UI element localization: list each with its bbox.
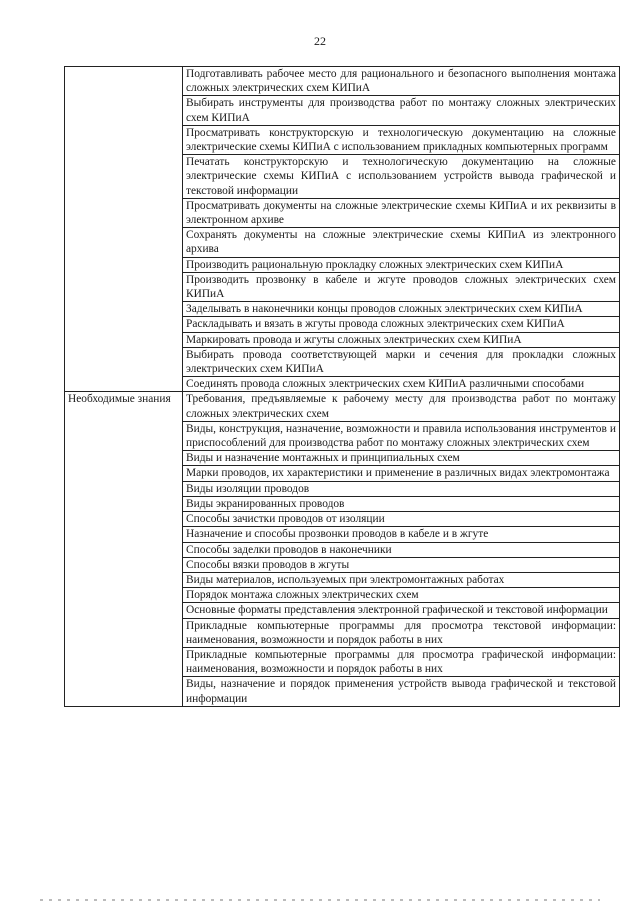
skill-item: Раскладывать и вязать в жгуты провода сложных электрических схем КИПиА xyxy=(183,317,620,332)
page-number: 22 xyxy=(314,34,326,48)
table-body xyxy=(65,67,620,707)
skill-item: Сохранять документы на сложные электрические схемы КИПиА из электронного архива xyxy=(183,228,620,257)
knowledge-item: Способы зачистки проводов от изоляции xyxy=(183,512,620,527)
skill-item: Выбирать провода соответствующей марки и сечения для прокладки сложных электрических схем КИПиА xyxy=(183,347,620,376)
skill-item: Маркировать провода и жгуты сложных электрических схем КИПиА xyxy=(183,332,620,347)
table-row xyxy=(65,67,620,96)
skill-item: Печатать конструкторскую и технологическую документацию на сложные электрические схемы КИПиА с использованием устройств вывода графической и текстовой информации xyxy=(183,155,620,199)
knowledge-section-label: Необходимые знания xyxy=(65,392,183,706)
knowledge-item: Виды изоляции проводов xyxy=(183,481,620,496)
table-row xyxy=(65,392,620,421)
knowledge-item: Прикладные компьютерные программы для просмотра текстовой информации: наименования, возможности и порядок работы в них xyxy=(183,618,620,647)
knowledge-item: Способы заделки проводов в наконечники xyxy=(183,542,620,557)
knowledge-item: Основные форматы представления электронной графической и текстовой информации xyxy=(183,603,620,618)
knowledge-item: Марки проводов, их характеристики и применение в различных видах электромонтажа xyxy=(183,466,620,481)
competency-table xyxy=(64,66,620,707)
knowledge-item: Прикладные компьютерные программы для просмотра графической информации: наименования, возможности и порядок работы в них xyxy=(183,647,620,676)
skill-item: Производить прозвонку в кабеле и жгуте проводов сложных электрических схем КИПиА xyxy=(183,272,620,301)
knowledge-item: Виды, конструкция, назначение, возможности и правила использования инструментов и приспособлений для производства работ по монтажу сложных электрических схем xyxy=(183,421,620,450)
knowledge-item: Виды экранированных проводов xyxy=(183,496,620,511)
knowledge-item: Порядок монтажа сложных электрических схем xyxy=(183,588,620,603)
knowledge-item: Способы вязки проводов в жгуты xyxy=(183,557,620,572)
skill-item: Просматривать документы на сложные электрические схемы КИПиА и их реквизиты в электронном архиве xyxy=(183,198,620,227)
scan-artifact-line xyxy=(40,899,600,901)
knowledge-item: Требования, предъявляемые к рабочему месту для производства работ по монтажу сложных электрических схем xyxy=(183,392,620,421)
knowledge-item: Виды материалов, используемых при электромонтажных работах xyxy=(183,572,620,587)
skill-item: Соединять провода сложных электрических схем КИПиА различными способами xyxy=(183,377,620,392)
knowledge-item: Назначение и способы прозвонки проводов в кабеле и в жгуте xyxy=(183,527,620,542)
skill-item: Заделывать в наконечники концы проводов сложных электрических схем КИПиА xyxy=(183,302,620,317)
skill-item: Выбирать инструменты для производства работ по монтажу сложных электрических схем КИПиА xyxy=(183,96,620,125)
knowledge-item: Виды и назначение монтажных и принципиальных схем xyxy=(183,451,620,466)
knowledge-item: Виды, назначение и порядок применения устройств вывода графической и текстовой информации xyxy=(183,677,620,706)
skill-item: Производить рациональную прокладку сложных электрических схем КИПиА xyxy=(183,257,620,272)
skills-section-label xyxy=(65,67,183,392)
skill-item: Просматривать конструкторскую и технологическую документацию на сложные электрические схемы КИПиА с использованием прикладных компьютерных программ xyxy=(183,125,620,154)
skill-item: Подготавливать рабочее место для рационального и безопасного выполнения монтажа сложных электрических схем КИПиА xyxy=(183,67,620,96)
